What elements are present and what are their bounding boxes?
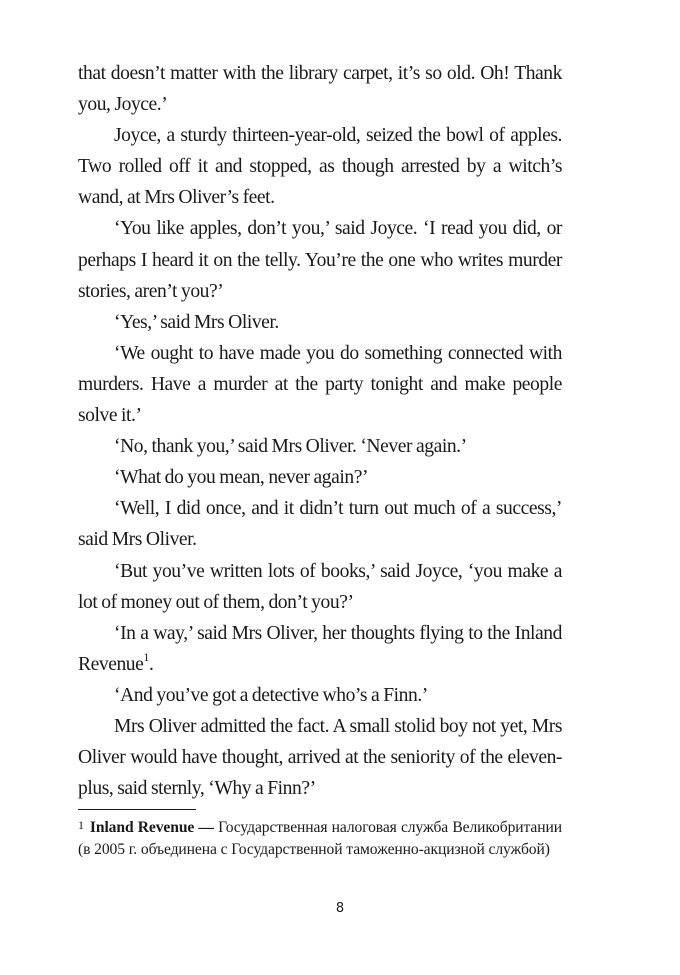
paragraph: ‘But you’ve written lots of books,’ said Joyce, ‘you make a lot of money out of them, don’t you?’ — [78, 560, 562, 613]
page-number: 8 — [335, 901, 345, 916]
paragraph: Joyce, a sturdy thirteen-year-old, seized the bowl of apples. Two rolled off it and stopped, as though arrested by a witch’s wand, at Mrs Oliver’s feet. — [78, 125, 562, 209]
paragraph-with-footnote-ref — [78, 618, 562, 680]
paragraph: that doesn’t matter with the library carpet, it’s so old. Oh! Thank you, Joyce.’ — [78, 63, 562, 116]
paragraph-text: ‘In a way,’ said Mrs Oliver, her thoughts flying to the Inland Revenue — [78, 622, 562, 675]
body-text — [78, 58, 562, 804]
footnote-text: Государственная налоговая служба Великобритании (в 2005 г. объединена с Государственной таможенно-акцизной службой) — [78, 819, 562, 858]
paragraph: Mrs Oliver admitted the fact. A small stolid boy not yet, Mrs Oliver would have thought, arrived at the seniority of the eleven-plus, said sternly, ‘Why a Finn?’ — [78, 715, 562, 800]
paragraph: ‘You like apples, don’t you,’ said Joyce. ‘I read you did, or perhaps I heard it on the telly. You’re the one who writes murder stories, aren’t you?’ — [78, 218, 562, 302]
page-content — [78, 58, 562, 804]
footnote-divider — [78, 809, 196, 810]
paragraph: ‘No, thank you,’ said Mrs Oliver. ‘Never again.’ — [114, 436, 467, 458]
paragraph-tail: . — [148, 653, 154, 675]
paragraph: ‘Yes,’ said Mrs Oliver. — [114, 311, 279, 333]
paragraph: ‘And you’ve got a detective who’s a Finn.’ — [114, 684, 428, 706]
footnote-number: 1 — [78, 818, 84, 832]
paragraph: ‘What do you mean, never again?’ — [114, 467, 369, 489]
paragraph: ‘Well, I did once, and it didn’t turn out much of a success,’ said Mrs Oliver. — [78, 498, 562, 551]
footnote — [78, 817, 562, 860]
paragraph: ‘We ought to have made you do something connected with murders. Have a murder at the party tonight and make people solve it.’ — [78, 342, 562, 427]
footnote-term: Inland Revenue — — [89, 819, 214, 836]
footnote-reference[interactable]: 1 — [143, 650, 149, 665]
